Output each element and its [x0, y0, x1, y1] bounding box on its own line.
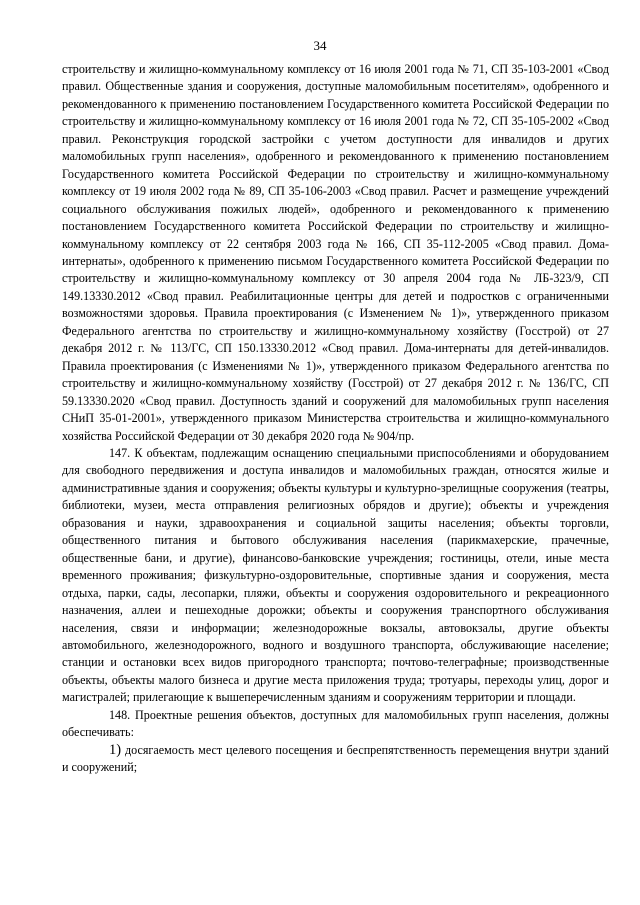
document-body [62, 61, 609, 777]
list-item-1 [62, 742, 609, 777]
list-item-number: 1) [109, 741, 122, 758]
paragraph-147: 147. К объектам, подлежащим оснащению специальными приспособлениями и оборудованием для свободного передвижения и доступа инвалидов и маломобильных граждан, относятся жилые и административные здания и сооружения; объекты культуры и культурно-зрелищные сооружения (театры, библиотеки, музеи, места отправления религиозных обрядов и другие); объекты и учреждения образования и науки, здравоохранения и социальной защиты населения; объекты торговли, общественного питания и бытового обслуживания населения (парикмахерские, прачечные, общественные бани, и другие), финансово-банковские учреждения; гостиницы, отели, иные места временного проживания; физкультурно-оздоровительные, спортивные здания и сооружения, места отдыха, парки, сады, лесопарки, пляжи, объекты и сооружения оздоровительного и рекреационного назначения, аллеи и пешеходные дорожки; объекты и сооружения транспортного обслуживания населения, связи и информации; железнодорожные вокзалы, автовокзалы, другие объекты автомобильного, железнодорожного, водного и воздушного транспорта, обслуживающие население; станции и остановки всех видов пригородного транспорта; почтово-телеграфные; производственные объекты, объекты малого бизнеса и другие места приложения труда; тротуары, переходы улиц, дорог и магистралей; прилегающие к вышеперечисленным зданиям и сооружениям территории и площади. [62, 445, 609, 705]
list-item-text: досягаемость мест целевого посещения и беспрепятственность перемещения внутри зданий и сооружений; [62, 742, 609, 775]
page-number: 34 [313, 38, 327, 53]
paragraph-148: 148. Проектные решения объектов, доступных для маломобильных групп населения, должны обеспечивать: [62, 707, 609, 740]
paragraph-continuation: строительству и жилищно-коммунальному комплексу от 16 июля 2001 года № 71, СП 35-103-2001 «Свод правил. Общественные здания и сооружения, доступные маломобильным посетителям», одобренного и рекомендованного к применению постановлением Государственного комитета Российской Федерации по строительству и жилищно-коммунальному комплексу от 16 июля 2001 года № 72, СП 35-105-2002 «Свод правил. Реконструкция городской застройки с учетом доступности для инвалидов и других маломобильных групп населения», одобренного и рекомендованного к применению постановлением Государственного комитета Российской Федерации по строительству и жилищно-коммунальному комплексу от 19 июля 2002 года № 89, СП 35-106-2003 «Свод правил. Расчет и размещение учреждений социального обслуживания пожилых людей», одобренного и рекомендованного к применению постановлением Государственного комитета Российской Федерации по строительству и жилищно-коммунальному комплексу от 22 сентября 2003 года № 166, СП 35-112-2005 «Свод правил. Дома-интернаты», одобренного к применению письмом Государственного комитета Российской Федерации по строительству и жилищно-коммунальному комплексу от 30 апреля 2004 года № ЛБ-323/9, СП 149.13330.2012 «Свод правил. Реабилитационные центры для детей и подростков с ограниченными возможностями здоровья. Правила проектирования (с Изменением № 1)», утвержденного приказом Федерального агентства по строительству и жилищно-коммунальному хозяйству (Госстрой) от 27 декабря 2012 г. № 113/ГС, СП 150.13330.2012 «Свод правил. Дома-интернаты для детей-инвалидов. Правила проектирования (с Изменениями № 1)», утвержденного приказом Федерального агентства по строительству и жилищно-коммунальному хозяйству (Госстрой) от 27 декабря 2012 г. № 136/ГС, СП 59.13330.2020 «Свод правил. Доступность зданий и сооружений для маломобильных групп населения СНиП 35-01-2001», утвержденного приказом Министерства строительства и жилищно-коммунального хозяйства Российской Федерации от 30 декабря 2020 года № 904/пр. [62, 62, 609, 443]
